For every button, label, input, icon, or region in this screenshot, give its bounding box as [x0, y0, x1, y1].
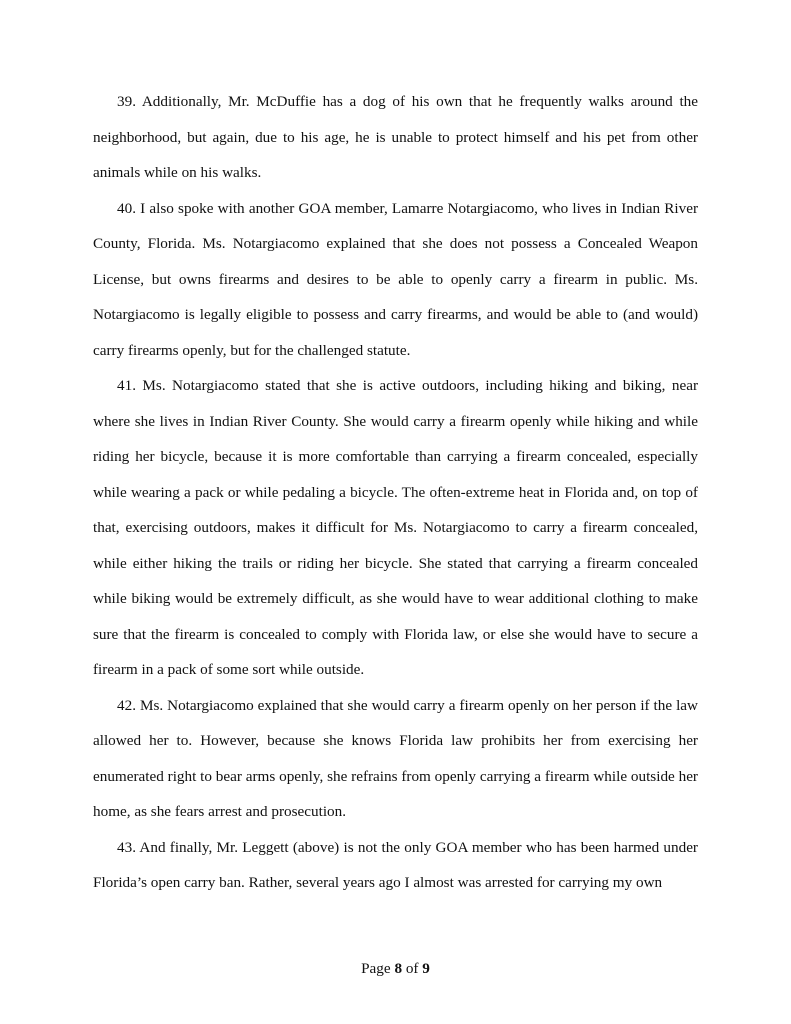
paragraph-39: 39. Additionally, Mr. McDuffie has a dog of his own that he frequently walks around the neighborhood, but again, due to his age, he is unable to protect himself and his pet from other animals while on his walks. — [93, 93, 698, 181]
page-footer — [0, 957, 791, 981]
of-word: of — [405, 960, 419, 977]
page-word: Page — [361, 960, 391, 977]
paragraph-42: 42. Ms. Notargiacomo explained that she would carry a firearm openly on her person if the law allowed her to. However, because she knows Florida law prohibits her from exercising her enumerated right to bear arms openly, she refrains from openly carrying a firearm while outside her home, as she fears arrest and prosecution. — [93, 696, 698, 820]
total-page-count: 9 — [422, 960, 430, 977]
current-page-number: 8 — [394, 960, 403, 977]
paragraph-43: 43. And finally, Mr. Leggett (above) is not the only GOA member who has been harmed under Florida’s open carry ban. Rather, several years ago I almost was arrested for carrying my own — [93, 838, 698, 891]
paragraph-41: 41. Ms. Notargiacomo stated that she is active outdoors, including hiking and biking, near where she lives in Indian River County. She would carry a firearm openly while hiking and while riding her bicycle, because it is more comfortable than carrying a firearm concealed, especially while wearing a pack or while pedaling a bicycle. The often-extreme heat in Florida and, on top of that, exercising outdoors, makes it difficult for Ms. Notargiacomo to carry a firearm concealed, while either hiking the trails or riding her bicycle. She stated that carrying a firearm concealed while biking would be extremely difficult, as she would have to wear additional clothing to make sure that the firearm is concealed to comply with Florida law, or else she would have to secure a firearm in a pack of some sort while outside. — [93, 377, 698, 678]
document-body — [93, 84, 698, 901]
paragraph-40: 40. I also spoke with another GOA member, Lamarre Notargiacomo, who lives in Indian River County, Florida. Ms. Notargiacomo explained that she does not possess a Concealed Weapon License, but owns firearms and desires to be able to openly carry a firearm in public. Ms. Notargiacomo is legally eligible to possess and carry firearms, and would be able to (and would) carry firearms openly, but for the challenged statute. — [93, 199, 698, 359]
